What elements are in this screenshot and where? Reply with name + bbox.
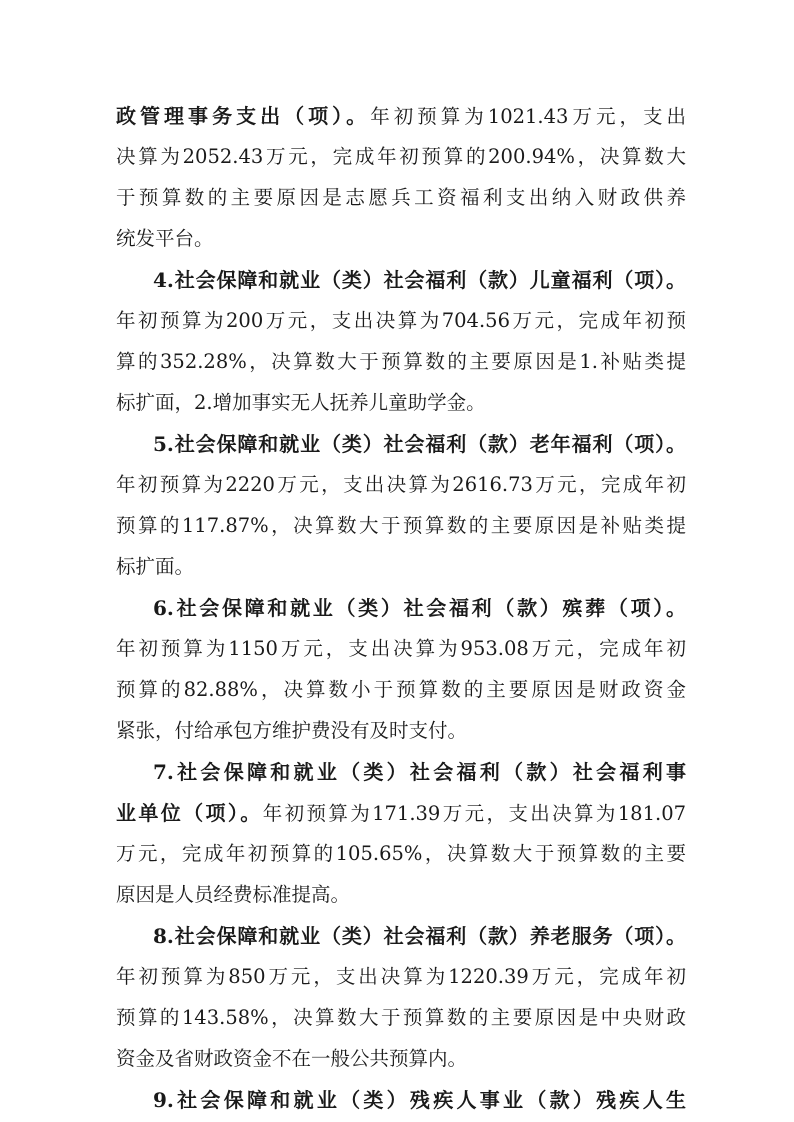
text-line xyxy=(116,998,686,1038)
body-text: 紧张，付给承包方维护费没有及时支付。 xyxy=(116,719,468,742)
bold-heading: 7.社会保障和就业（类）社会福利（款）社会福利事 xyxy=(153,760,686,784)
bold-heading: 9.社会保障和就业（类）残疾人事业（款）残疾人生 xyxy=(153,1088,686,1112)
bold-heading: 业单位（项）。 xyxy=(116,801,263,825)
paragraph-heading xyxy=(153,1080,686,1120)
bold-heading: 6.社会保障和就业（类）社会福利（款）殡葬（项）。 xyxy=(153,596,686,620)
text-line xyxy=(116,301,686,341)
body-text: 预算的82.88%，决算数小于预算数的主要原因是财政资金 xyxy=(116,678,686,701)
body-text: 年初预算为171.39万元，支出决算为181.07 xyxy=(262,802,686,825)
text-line xyxy=(116,219,686,259)
text-line xyxy=(116,465,686,505)
body-text: 年初预算为200万元，支出决算为704.56万元，完成年初预 xyxy=(116,309,686,332)
body-text: 年初预算为1150万元，支出决算为953.08万元，完成年初 xyxy=(116,637,686,660)
bold-heading: 4.社会保障和就业（类）社会福利（款）儿童福利（项）。 xyxy=(153,268,686,292)
text-line xyxy=(116,834,686,874)
body-text: 统发平台。 xyxy=(116,227,214,250)
body-text: 预算的143.58%，决算数大于预算数的主要原因是中央财政 xyxy=(116,1006,686,1029)
body-text: 标扩面，2.增加事实无人抚养儿童助学金。 xyxy=(116,391,486,414)
text-line xyxy=(116,670,686,710)
paragraph-heading xyxy=(153,424,686,464)
body-text: 标扩面。 xyxy=(116,555,195,578)
bold-heading: 8.社会保障和就业（类）社会福利（款）养老服务（项）。 xyxy=(153,924,686,948)
text-line xyxy=(116,137,686,177)
paragraph-heading xyxy=(153,260,686,300)
text-line xyxy=(116,342,686,382)
body-text: 原因是人员经费标准提高。 xyxy=(116,883,351,906)
text-line xyxy=(116,547,686,587)
body-text: 年初预算为1021.43万元，支出 xyxy=(370,105,686,128)
body-text: 算的352.28%，决算数大于预算数的主要原因是1.补贴类提 xyxy=(116,350,686,373)
text-line xyxy=(116,383,686,423)
bold-heading: 政管理事务支出（项）。 xyxy=(116,104,371,128)
text-line xyxy=(116,96,686,136)
text-line xyxy=(116,506,686,546)
text-line xyxy=(116,793,686,833)
paragraph-heading xyxy=(153,752,686,792)
paragraph-heading xyxy=(153,588,686,628)
body-text: 年初预算为2220万元，支出决算为2616.73万元，完成年初 xyxy=(116,473,686,496)
body-text: 年初预算为850万元，支出决算为1220.39万元，完成年初 xyxy=(116,965,686,988)
text-line xyxy=(116,1039,686,1079)
body-text: 于预算数的主要原因是志愿兵工资福利支出纳入财政供养 xyxy=(116,186,686,209)
paragraph-heading xyxy=(153,916,686,956)
text-line xyxy=(116,629,686,669)
bold-heading: 5.社会保障和就业（类）社会福利（款）老年福利（项）。 xyxy=(153,432,686,456)
text-line xyxy=(116,711,686,751)
body-text: 决算为2052.43万元，完成年初预算的200.94%，决算数大 xyxy=(116,145,686,168)
body-text: 万元，完成年初预算的105.65%，决算数大于预算数的主要 xyxy=(116,842,686,865)
text-line xyxy=(116,957,686,997)
text-line xyxy=(116,875,686,915)
body-text: 资金及省财政资金不在一般公共预算内。 xyxy=(116,1047,468,1070)
text-line xyxy=(116,178,686,218)
body-text: 预算的117.87%，决算数大于预算数的主要原因是补贴类提 xyxy=(116,514,686,537)
